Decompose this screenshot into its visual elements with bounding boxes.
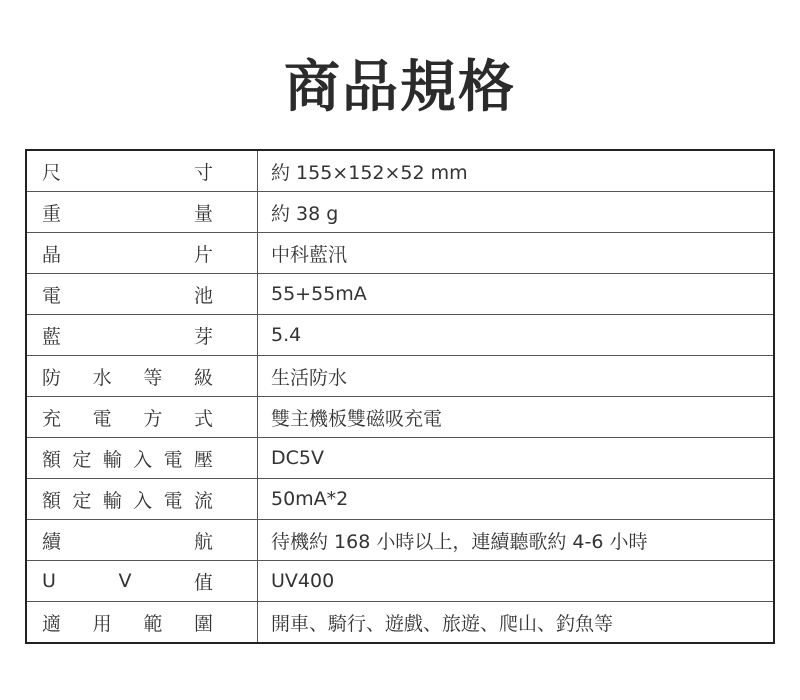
spec-label-cell <box>26 479 258 520</box>
spec-row <box>26 397 774 438</box>
spec-value: 50mA*2 <box>258 479 775 520</box>
spec-row <box>26 479 774 520</box>
spec-value: UV400 <box>258 561 775 602</box>
spec-row <box>26 520 774 561</box>
spec-label: 適 用 範 圍 <box>42 612 213 635</box>
spec-label: 藍 芽 <box>42 325 213 348</box>
spec-label: 續 航 <box>42 530 213 553</box>
spec-label-cell <box>26 192 258 233</box>
spec-row <box>26 438 774 479</box>
spec-label: 額 定 輸 入 電 壓 <box>42 448 213 471</box>
spec-value: 約 155×152×52 mm <box>258 150 775 192</box>
spec-value: 生活防水 <box>258 356 775 397</box>
spec-label-cell <box>26 602 258 644</box>
spec-row <box>26 356 774 397</box>
spec-value: 55+55mA <box>258 274 775 315</box>
spec-label-cell <box>26 438 258 479</box>
spec-label-cell <box>26 397 258 438</box>
spec-row <box>26 150 774 192</box>
spec-label: 重 量 <box>42 202 213 225</box>
spec-label: 額 定 輸 入 電 流 <box>42 489 213 512</box>
spec-label-cell <box>26 356 258 397</box>
spec-row <box>26 274 774 315</box>
spec-row <box>26 602 774 644</box>
spec-label-cell <box>26 561 258 602</box>
spec-value: 開車、騎行、遊戲、旅遊、爬山、釣魚等 <box>258 602 775 644</box>
spec-row <box>26 315 774 356</box>
spec-value: 中科藍汛 <box>258 233 775 274</box>
spec-label-cell <box>26 274 258 315</box>
spec-label: 充 電 方 式 <box>42 407 213 430</box>
spec-row <box>26 233 774 274</box>
spec-value: 5.4 <box>258 315 775 356</box>
spec-label-cell <box>26 520 258 561</box>
spec-table <box>25 149 775 644</box>
spec-label: U V 值 <box>42 570 213 594</box>
spec-row <box>26 192 774 233</box>
spec-table-body <box>26 150 774 643</box>
spec-value: 待機約 168 小時以上，連續聽歌約 4-6 小時 <box>258 520 775 561</box>
spec-value: 雙主機板雙磁吸充電 <box>258 397 775 438</box>
spec-label: 晶 片 <box>42 243 213 266</box>
spec-label: 尺 寸 <box>42 161 213 184</box>
spec-value: DC5V <box>258 438 775 479</box>
spec-label-cell <box>26 315 258 356</box>
spec-label-cell <box>26 233 258 274</box>
spec-label: 電 池 <box>42 284 213 307</box>
spec-label: 防 水 等 級 <box>42 366 213 389</box>
spec-value: 約 38 g <box>258 192 775 233</box>
spec-label-cell <box>26 150 258 192</box>
page-title: 商品規格 <box>284 55 516 120</box>
spec-row <box>26 561 774 602</box>
